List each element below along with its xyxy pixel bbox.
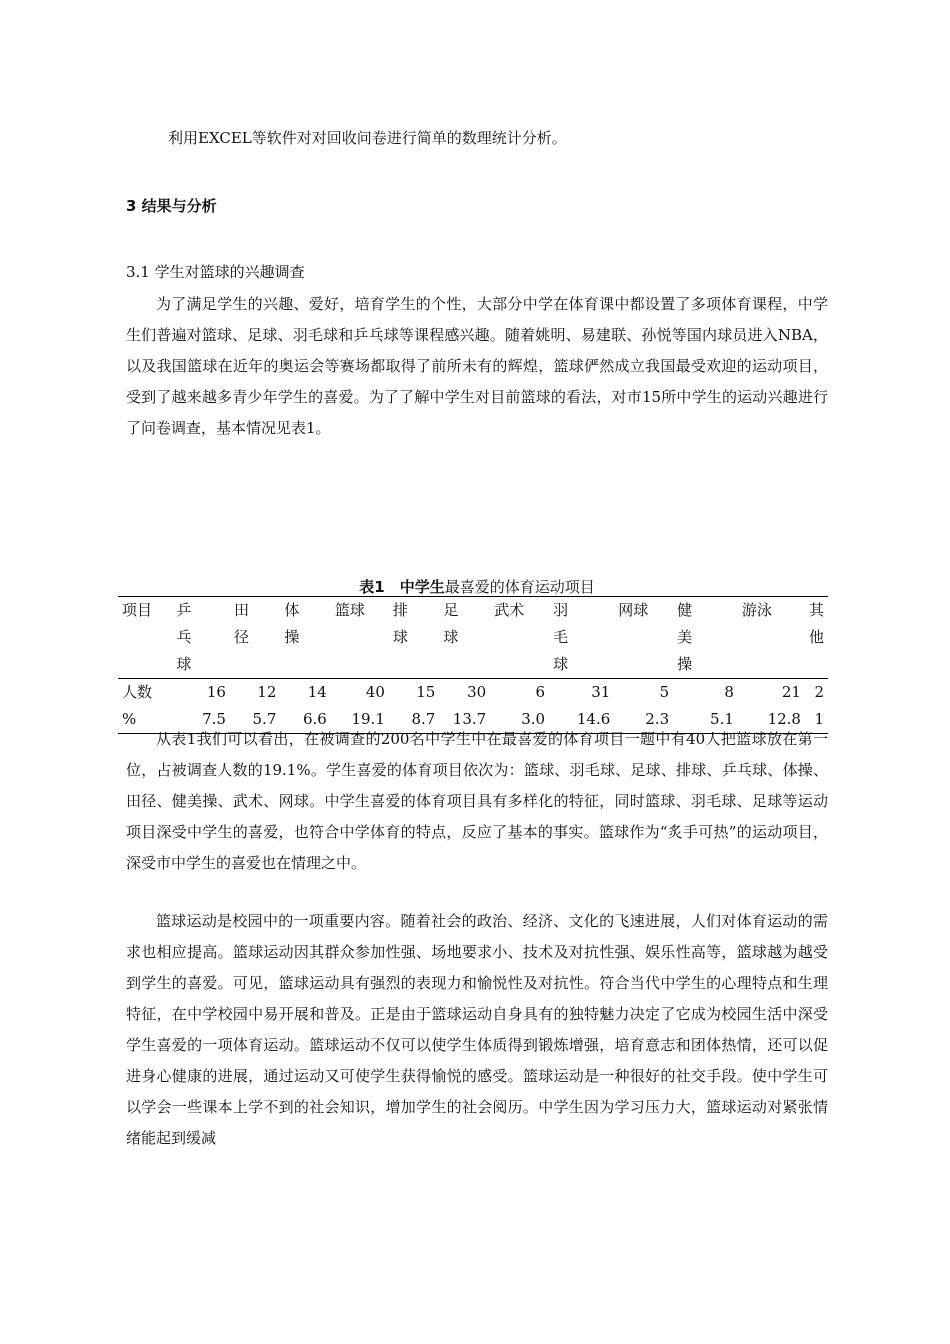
table-cell: 14.6 (576, 710, 611, 728)
header-col: 体操 (284, 601, 314, 646)
table-cell: 8 (724, 683, 734, 701)
table-caption-bold: 表1 中学生 (359, 578, 445, 596)
table-cell: 8.7 (411, 710, 436, 728)
table-caption-rest: 最喜爱的体育运动项目 (444, 578, 595, 596)
paragraph-2 (126, 724, 828, 879)
table-cell: 12 (257, 683, 277, 701)
table-cell: 30 (467, 683, 487, 701)
table-cell: 21 (781, 683, 801, 701)
intro-line: 利用EXCEL等软件对对回收问卷进行简单的数理统计分析。 (168, 129, 567, 147)
table-cell: 31 (591, 683, 611, 701)
header-label: 项目 (122, 601, 153, 619)
header-col: 乒乓球 (176, 601, 206, 673)
table-cell: 12.8 (767, 710, 801, 728)
row-label: % (122, 710, 137, 728)
subsection-heading: 3.1 学生对篮球的兴趣调查 (126, 263, 305, 281)
header-col: 健美操 (677, 601, 707, 673)
paragraph-1-text: 为了满足学生的兴趣、爱好，培育学生的个性，大部分中学在体育课中都设置了多项体育课程，中学生们普遍对篮球、足球、羽毛球和乒乓球等课程感兴趣。随着姚明、易建联、孙悦等国内球员进入NBA，以及我国篮球在近年的奥运会等赛场都取得了前所未有的辉煌，篮球俨然成立我国最受欢迎的运动项目，受到了越来越多青少年学生的喜爱。为了了解中学生对目前篮球的看法，对市15所中学生的运动兴趣进行了问卷调查，基本情况见表1。 (126, 295, 828, 437)
section-heading: 3 结果与分析 (126, 197, 217, 215)
table-cell: 5 (659, 683, 670, 701)
header-col: 武术 (494, 601, 525, 619)
table-cell: 40 (365, 683, 385, 701)
header-col: 其他 (808, 601, 824, 646)
table-cell: 16 (206, 683, 226, 701)
paragraph-1 (126, 289, 828, 444)
table-cell: 1 (814, 710, 824, 728)
table-cell: 2 (814, 683, 824, 701)
table-cell: 3.0 (521, 710, 546, 728)
table-header-row (118, 597, 828, 679)
table-row-counts (118, 679, 828, 707)
paragraph-3-text: 篮球运动是校园中的一项重要内容。随着社会的政治、经济、文化的飞速进展，人们对体育运动的需求也相应提高。篮球运动因其群众参加性强、场地要求小、技术及对抗性强、娱乐性高等，篮球越为越受到学生的喜爱。可见，篮球运动具有强烈的表现力和愉悦性及对抗性。符合当代中学生的心理特点和生理特征，在中学校园中易开展和普及。正是由于篮球运动自身具有的独特魅力决定了它成为校园生活中深受学生喜爱的一项体育运动。篮球运动不仅可以使学生体质得到锻炼增强，培育意志和团体热情，还可以促进身心健康的进展，通过运动又可使学生获得愉悦的感受。篮球运动是一种很好的社交手段。使中学生可以学会一些课本上学不到的社会知识，增加学生的社会阅历。中学生因为学习压力大，篮球运动对紧张情绪能起到缓减 (126, 912, 828, 1147)
table-cell: 15 (416, 683, 436, 701)
header-col: 田径 (233, 601, 263, 646)
table-cell: 2.3 (645, 710, 670, 728)
header-col: 足球 (443, 601, 473, 646)
header-col: 排球 (392, 601, 422, 646)
table-cell: 5.1 (710, 710, 734, 728)
table-cell: 6 (535, 683, 546, 701)
table-caption (126, 576, 828, 597)
header-col: 篮球 (334, 601, 365, 619)
table-cell: 5.7 (252, 710, 277, 728)
table-cell: 7.5 (202, 710, 226, 728)
header-col: 网球 (618, 601, 649, 619)
header-col: 游泳 (741, 601, 772, 619)
table-cell: 13.7 (452, 710, 487, 728)
table-cell: 6.6 (302, 710, 327, 728)
table-cell: 14 (307, 683, 327, 701)
paragraph-3 (126, 906, 828, 1154)
paragraph-2-text: 从表1我们可以看出，在被调查的200名中学生中在最喜爱的体育项目一题中有40人把篮球放在第一位，占被调查人数的19.1%。学生喜爱的体育项目依次为：篮球、羽毛球、足球、排球、乒乓球、体操、田径、健美操、武术、网球。中学生喜爱的体育项目具有多样化的特征，同时篮球、羽毛球、足球等运动项目深受中学生的喜爱，也符合中学体育的特点，反应了基本的事实。篮球作为“炙手可热”的运动项目，深受市中学生的喜爱也在情理之中。 (126, 730, 828, 872)
header-col: 羽毛球 (553, 601, 583, 673)
table-cell: 19.1 (351, 710, 385, 728)
sports-table (118, 596, 828, 734)
row-label: 人数 (122, 683, 153, 701)
